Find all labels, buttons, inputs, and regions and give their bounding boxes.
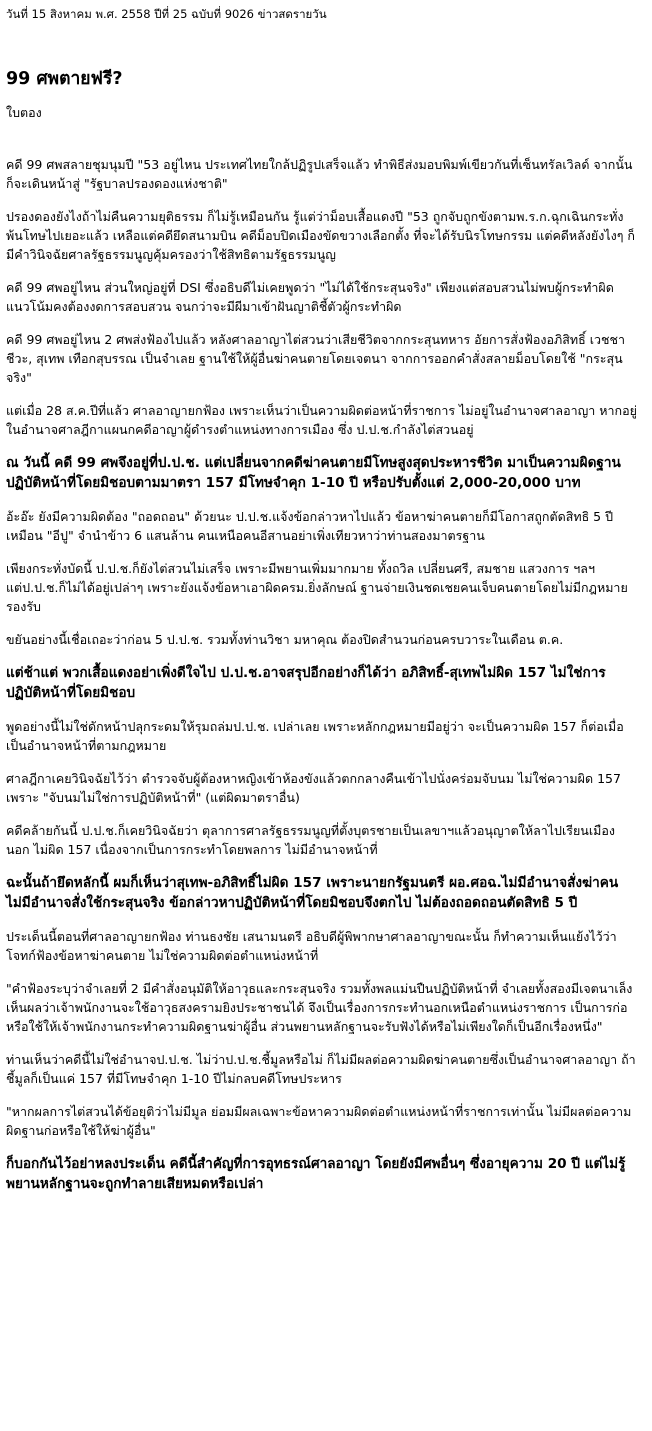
paragraph-4: คดี 99 ศพอยู่ไหน 2 ศพส่งฟ้องไปแล้ว หลังศาลอาญาไต่สวนว่าเสียชีวิตจากกระสุนทหาร อัยการสั่งฟ้องอภิสิทธิ์ เวชชาชีวะ, สุเทพ เทือกสุบรรณ เป็นจำเลย ฐานใช้ให้ผู้อื่นฆ่าคนตายโดยเจตนา จากการออกคำสั่งสลายม็อบโดยใช้ "กระสุนจริง" — [6, 332, 625, 385]
article-headline: 99 ศพตายฟรี? — [6, 69, 123, 89]
paragraph-12: ศาลฎีกาเคยวินิจฉัยไว้ว่า ตำรวจจับผู้ต้องหาหญิงเข้าห้องขังแล้วตกกลางคืนเข้าไปนั่งคร่อมจับนม ไม่ใช่ความผิด 157 เพราะ "จับนมไม่ใช่การปฏิบัติหน้าที่" (แต่ผิดมาตราอื่น) — [6, 771, 621, 805]
article-byline: ใบตอง — [6, 105, 42, 120]
paragraph-15: ประเด็นนี้ตอนที่ศาลอาญายกฟ้อง ท่านธงชัย เสนามนตรี อธิบดีผู้พิพากษาศาลอาญาขณะนั้น ก็ทำความเห็นแย้งไว้ว่า โจทก์ฟ้องข้อหาฆ่าคนตาย ไม่ใช่ความผิดต่อตำแหน่งหน้าที่ — [6, 929, 617, 963]
article-body — [6, 155, 638, 1194]
paragraph-10: แต่ช้าแต่ พวกเสื้อแดงอย่าเพิ่งดีใจไป ป.ป.ช.อาจสรุปอีกอย่างก็ได้ว่า อภิสิทธิ์-สุเทพไม่ผิด 157 ไม่ใช่การปฏิบัติหน้าที่โดยมิชอบ — [6, 665, 606, 701]
paragraph-18: "หากผลการไต่สวนได้ข้อยุติว่าไม่มีมูล ย่อมมีผลเฉพาะข้อหาความผิดต่อตำแหน่งหน้าที่ราชการเท่านั้น ไม่มีผลต่อความผิดฐานก่อหรือใช้ให้ฆ่าผู้อื่น" — [6, 1104, 632, 1138]
paragraph-9: ขยันอย่างนี้เชื่อเถอะว่าก่อน 5 ป.ป.ช. รวมทั้งท่านวิชา มหาคุณ ต้องปิดสำนวนก่อนครบวาระในเดือน ต.ค. — [6, 632, 564, 647]
paragraph-3: คดี 99 ศพอยู่ไหน ส่วนใหญ่อยู่ที่ DSI ซึ่งอธิบดีไม่เคยพูดว่า "ไม่ได้ใช้กระสุนจริง" เพียงแต่สอบสวนไม่พบผู้กระทำผิด แนวโน้มคงต้องงดการสอบสวน จนกว่าจะมีผีมาเข้าฝันญาติชี้ตัวผู้กระทำผิด — [6, 280, 614, 314]
paragraph-8: เพียงกระทั่งบัดนี้ ป.ป.ช.ก็ยังไต่สวนไม่เสร็จ เพราะมีพยานเพิ่มมากมาย ทั้งถวิล เปลี่ยนศรี, สมชาย แสวงการ ฯลฯ แต่ป.ป.ช.ก็ไม่ได้อยู่เปล่าๆ เพราะยังแจ้งข้อหาเอาผิดครม.ยิ่งลักษณ์ ฐานจ่ายเงินชดเชยคนเจ็บคนตายโดยไม่มีกฎหมายรองรับ — [6, 561, 628, 614]
paragraph-6: ณ วันนี้ คดี 99 ศพจึงอยู่ที่ป.ป.ช. แต่เปลี่ยนจากคดีฆ่าคนตายมีโทษสูงสุดประหารชีวิต มาเป็นความผิดฐานปฏิบัติหน้าที่โดยมิชอบตามมาตรา 157 มีโทษจำคุก 1-10 ปี หรือปรับตั้งแต่ 2,000-20,000 บาท — [6, 455, 621, 491]
paragraph-2: ปรองดองยังไงถ้าไม่คืนความยุติธรรม ก็ไม่รู้เหมือนกัน รู้แต่ว่าม็อบเสื้อแดงปี "53 ถูกจับถูกขังตามพ.ร.ก.ฉุกเฉินกระทั่งพ้นโทษไปเยอะแล้ว เหลือแต่คดียึดสนามบิน คดีม็อบปิดเมืองขัดขวางเลือกตั้ง ที่จะได้รับนิรโทษกรรม แต่คดีหลังยังไงๆ ก็มีคำวินิจฉัยศาลรัฐธรรมนูญคุ้มครองว่าใช้สิทธิตามรัฐธรรมนูญ — [6, 209, 635, 262]
paragraph-11: พูดอย่างนี้ไม่ใช่ดักหน้าปลุกระดมให้รุมถล่มป.ป.ช. เปล่าเลย เพราะหลักกฎหมายมีอยู่ว่า จะเป็นความผิด 157 ก็ต่อเมื่อเป็นอำนาจหน้าที่ตามกฎหมาย — [6, 719, 624, 753]
paragraph-7: อ้ะอ๊ะ ยังมีความผิดต้อง "ถอดถอน" ด้วยนะ ป.ป.ช.แจ้งข้อกล่าวหาไปแล้ว ข้อหาฆ่าคนตายก็มีโอกาสถูกตัดสิทธิ 5 ปีเหมือน "อีปู" จำนำข้าว 6 แสนล้าน คนเหนือคนอีสานอย่าเพิ่งเทียวหาว่าท่านสองมาตรฐาน — [6, 509, 614, 543]
paragraph-1: คดี 99 ศพสลายชุมนุมปี "53 อยู่ไหน ประเทศไทยใกล้ปฏิรูปเสร็จแล้ว ทำพิธีส่งมอบพิมพ์เขียวกันที่เซ็นทรัลเวิลด์ จากนั้นก็จะเดินหน้าสู่ "รัฐบาลปรองดองแห่งชาติ" — [6, 157, 633, 191]
paragraph-19: ก็บอกกันไว้อย่าหลงประเด็น คดีนี้สำคัญที่การอุทธรณ์ศาลอาญา โดยยังมีศพอื่นๆ ซึ่งอายุความ 20 ปี แต่ไม่รู้พยานหลักฐานจะถูกทำลายเสียหมดหรือเปล่า — [6, 1156, 626, 1192]
paragraph-16: "คำฟ้องระบุว่าจำเลยที่ 2 มีคำสั่งอนุมัติให้อาวุธและกระสุนจริง รวมทั้งพลแม่นปืนปฏิบัติหน้าที่ จำเลยทั้งสองมีเจตนาเล็งเห็นผลว่าเจ้าพนักงานจะใช้อาวุธสงครามยิงประชาชนได้ จึงเป็นเรื่องการกระทำนอกเหนือตำแหน่งราชการ เป็นการก่อหรือใช้ให้เจ้าพนักงานกระทำความผิดฐานฆ่าผู้อื่น ส่วนพยานหลักฐานจะรับฟังได้หรือไม่เพียงใดก็เป็นอีกเรื่องหนึ่ง" — [6, 981, 633, 1034]
paragraph-5: แต่เมื่อ 28 ส.ค.ปีที่แล้ว ศาลอาญายกฟ้อง เพราะเห็นว่าเป็นความผิดต่อหน้าที่ราชการ ไม่อยู่ในอำนาจศาลอาญา หากอยู่ในอำนาจศาลฎีกาแผนกคดีอาญาผู้ดำรงตำแหน่งทางการเมือง ซึ่ง ป.ป.ช.กำลังไต่สวนอยู่ — [6, 403, 637, 437]
dateline: วันที่ 15 สิงหาคม พ.ศ. 2558 ปีที่ 25 ฉบับที่ 9026 ข่าวสดรายวัน — [6, 7, 327, 21]
paragraph-13: คดีคล้ายกันนี้ ป.ป.ช.ก็เคยวินิจฉัยว่า ตุลาการศาลรัฐธรรมนูญที่ตั้งบุตรชายเป็นเลขาฯแล้วอนุญาตให้ลาไปเรียนเมืองนอก ไม่ผิด 157 เนื่องจากเป็นการกระทำโดยพลการ ไม่มีอำนาจหน้าที่ — [6, 823, 615, 857]
paragraph-17: ท่านเห็นว่าคดีนี้ไม่ใช่อำนาจป.ป.ช. ไม่ว่าป.ป.ช.ชี้มูลหรือไม่ ก็ไม่มีผลต่อความผิดฆ่าคนตายซึ่งเป็นอำนาจศาลอาญา ถ้าชี้มูลก็เป็นแค่ 157 ที่มีโทษจำคุก 1-10 ปีไม่กลบคดีโทษประหาร — [6, 1052, 636, 1086]
paragraph-14: ฉะนั้นถ้ายึดหลักนี้ ผมก็เห็นว่าสุเทพ-อภิสิทธิ์ไม่ผิด 157 เพราะนายกรัฐมนตรี ผอ.ศอฉ.ไม่มีอำนาจสั่งฆ่าคน ไม่มีอำนาจสั่งใช้กระสุนจริง ข้อกล่าวหาปฏิบัติหน้าที่โดยมิชอบจึงตกไป ไม่ต้องถอดถอนตัดสิทธิ 5 ปี — [6, 875, 619, 911]
